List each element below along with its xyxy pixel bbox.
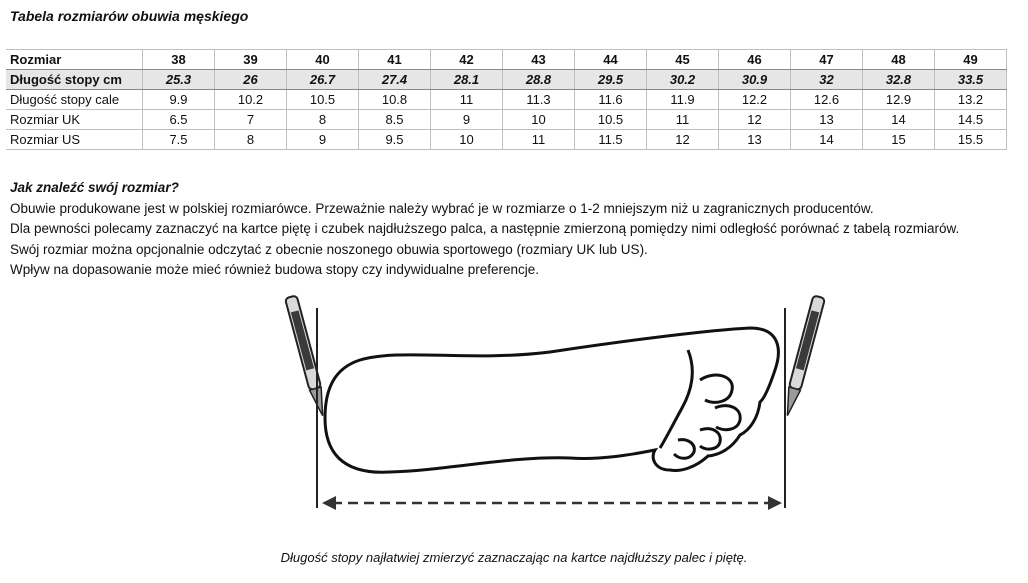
size-cell: 40 — [287, 50, 359, 70]
table-cell: 10.2 — [215, 90, 287, 110]
table-cell: 8 — [215, 130, 287, 150]
instructions-heading: Jak znaleźć swój rozmiar? — [10, 180, 179, 195]
table-cell: 10.8 — [359, 90, 431, 110]
table-row — [6, 70, 1007, 90]
row-label: Długość stopy cm — [6, 70, 143, 90]
table-cell: 11 — [431, 90, 503, 110]
instruction-line: Dla pewności polecamy zaznaczyć na kartce piętę i czubek najdłuższego palca, a następnie zmierzoną pomiędzy nimi odległość porównać z tabelą rozmiarów. — [10, 221, 960, 236]
header-label: Rozmiar — [6, 50, 143, 70]
table-cell: 26 — [215, 70, 287, 90]
table-cell: 33.5 — [935, 70, 1007, 90]
arrow-left-icon — [322, 496, 336, 510]
size-cell: 47 — [791, 50, 863, 70]
table-cell: 28.1 — [431, 70, 503, 90]
table-cell: 13 — [719, 130, 791, 150]
page-title: Tabela rozmiarów obuwia męskiego — [10, 8, 249, 24]
instruction-line: Obuwie produkowane jest w polskiej rozmiarówce. Przeważnie należy wybrać je w rozmiarze o 1-2 mniejszym niż u zagranicznych producentów. — [10, 200, 874, 216]
table-cell: 10 — [431, 130, 503, 150]
table-row — [6, 110, 1007, 130]
table-cell: 26.7 — [287, 70, 359, 90]
table-cell: 11.3 — [503, 90, 575, 110]
foot-icon — [325, 328, 778, 472]
table-cell: 9.5 — [359, 130, 431, 150]
size-cell: 38 — [143, 50, 215, 70]
instruction-line: Wpływ na dopasowanie może mieć również budowa stopy czy indywidualne preferencje. — [10, 262, 540, 277]
table-cell: 11 — [503, 130, 575, 150]
illustration-caption: Długość stopy najłatwiej zmierzyć zaznaczając na kartce najdłuższy palec i piętę. — [280, 550, 748, 565]
table-row — [6, 130, 1007, 150]
size-cell: 49 — [935, 50, 1007, 70]
row-label: Rozmiar UK — [6, 110, 143, 130]
table-cell: 11.5 — [575, 130, 647, 150]
table-cell: 13.2 — [935, 90, 1007, 110]
table-cell: 15.5 — [935, 130, 1007, 150]
table-cell: 12 — [719, 110, 791, 130]
row-label: Rozmiar US — [6, 130, 143, 150]
table-header-row — [6, 50, 1007, 70]
table-cell: 10.5 — [575, 110, 647, 130]
row-label: Długość stopy cale — [6, 90, 143, 110]
table-cell: 29.5 — [575, 70, 647, 90]
table-cell: 14.5 — [935, 110, 1007, 130]
table-cell: 7 — [215, 110, 287, 130]
size-table — [6, 49, 1007, 150]
table-cell: 11 — [647, 110, 719, 130]
table-cell: 11.6 — [575, 90, 647, 110]
size-cell: 41 — [359, 50, 431, 70]
table-cell: 10.5 — [287, 90, 359, 110]
table-cell: 8 — [287, 110, 359, 130]
size-cell: 39 — [215, 50, 287, 70]
table-row — [6, 90, 1007, 110]
table-cell: 12.6 — [791, 90, 863, 110]
size-cell: 45 — [647, 50, 719, 70]
table-cell: 28.8 — [503, 70, 575, 90]
table-cell: 10 — [503, 110, 575, 130]
table-cell: 14 — [863, 110, 935, 130]
table-cell: 6.5 — [143, 110, 215, 130]
table-cell: 32.8 — [863, 70, 935, 90]
size-cell: 44 — [575, 50, 647, 70]
table-cell: 9.9 — [143, 90, 215, 110]
instructions — [10, 178, 959, 281]
table-cell: 7.5 — [143, 130, 215, 150]
table-cell: 12 — [647, 130, 719, 150]
table-cell: 32 — [791, 70, 863, 90]
table-cell: 25.3 — [143, 70, 215, 90]
size-cell: 43 — [503, 50, 575, 70]
instruction-line: Swój rozmiar można opcjonalnie odczytać z obecnie noszonego obuwia sportowego (rozmiary UK lub US). — [10, 241, 648, 257]
table-cell: 11.9 — [647, 90, 719, 110]
right-pen-icon — [782, 295, 825, 417]
table-cell: 13 — [791, 110, 863, 130]
table-cell: 9 — [287, 130, 359, 150]
table-cell: 30.2 — [647, 70, 719, 90]
left-pen-icon — [285, 295, 328, 417]
table-cell: 27.4 — [359, 70, 431, 90]
size-cell: 48 — [863, 50, 935, 70]
table-cell: 8.5 — [359, 110, 431, 130]
table-cell: 15 — [863, 130, 935, 150]
arrow-right-icon — [768, 496, 782, 510]
table-cell: 9 — [431, 110, 503, 130]
size-cell: 46 — [719, 50, 791, 70]
size-cell: 42 — [431, 50, 503, 70]
table-cell: 12.2 — [719, 90, 791, 110]
foot-measurement-illustration — [270, 290, 840, 522]
table-cell: 12.9 — [863, 90, 935, 110]
table-cell: 30.9 — [719, 70, 791, 90]
table-cell: 14 — [791, 130, 863, 150]
